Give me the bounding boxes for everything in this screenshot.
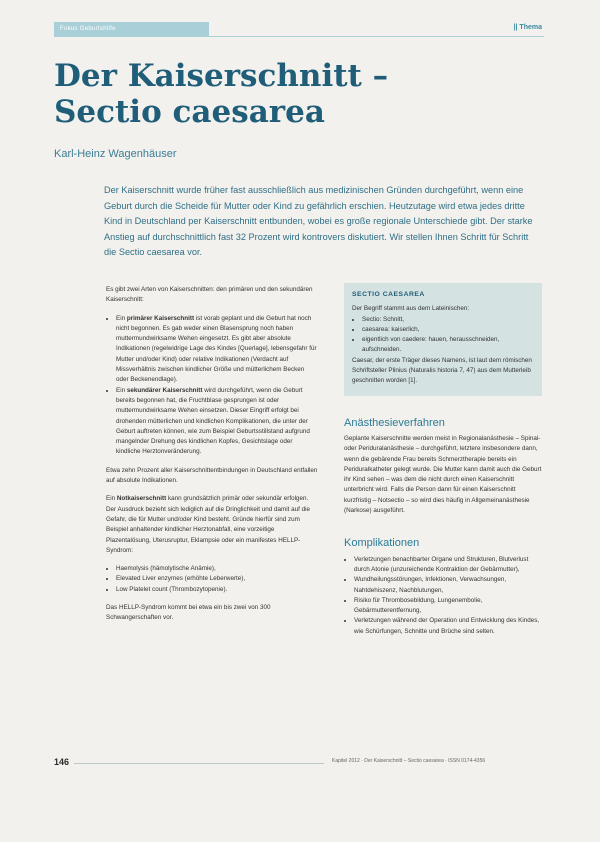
term-secondary: sekundärer Kaiserschnitt [126, 386, 203, 394]
header-divider [54, 36, 544, 37]
list-item: • Wundheilungsstörungen, Infektionen, Verwachsungen, Nahtdehiszenz, Nachblutungen, [354, 575, 542, 596]
title-line-1: Der Kaiserschnitt – [54, 58, 389, 94]
page-number: 146 [54, 757, 70, 767]
info-box [344, 283, 542, 396]
list-item: • Ein primärer Kaiserschnitt ist vorab geplant und die Geburt hat noch nicht begonnen. Es gab weder einen Blasensprung noch haben muttermundwirksame Wehen eingesetzt. Es gibt aber absolute Indikationen (regelwidrige Lage des Kindes [Querlage], lebensgefahr für Mutter und/oder Kind) oder relative Indikationen (Verdacht auf Missverhältnis zwischen kindlicher Größe und mütterlichem Becken oder Beckenendlage). [116, 314, 318, 386]
list-item: • Risiko für Thrombosebildung, Lungenembolie, Gebärmutterentfernung, [354, 596, 542, 617]
term-primary: primärer Kaiserschnitt [126, 314, 195, 322]
paragraph: Ein Notkaiserschnitt kann grundsätzlich primär oder sekundär erfolgen. Der Ausdruck bezieht sich lediglich auf die Dringlichkeit und damit auf die Gefahr, die für Mutter und/oder Kind besteht. Gründe hierfür sind zum Beispiel anhaltender kindlicher Herztonabfall, eine vorzeitige Plazentalösung, Uterusruptur, Eklampsie oder ein manifestes HELLP-Syndrom: [106, 495, 311, 554]
topic-label: || Thema [513, 24, 542, 31]
section-types-list [106, 314, 318, 458]
complications-heading: Komplikationen [344, 537, 420, 550]
term-emergency: Notkaiserschnitt [116, 495, 167, 503]
paragraph: Etwa zehn Prozent aller Kaiserschnittentbindungen in Deutschland entfallen auf absolute Indikationen. [106, 466, 318, 485]
lead-paragraph: Der Kaiserschnitt wurde früher fast ausschließlich aus medizinischen Gründen durchgeführt, wenn eine Geburt durch die Scheide für Mutter oder Kind zu gefährlich erschien. Heutzutage wird etwa jedes dritte Kind in Deutschland per Kaiserschnitt entbunden, wobei es große regionale Unterschiede gibt. Der starke Anstieg auf durchschnittlich fast 32 Prozent wird kontrovers diskutiert. Wir stellen Ihnen Schritt für Schritt die Sectio caesarea vor. [104, 185, 533, 257]
complications-list [344, 555, 542, 637]
footer-running-text: Kapitel 2012 · Der Kaiserschnitt – Sectio caesarea · ISSN 0174-4356 [332, 758, 486, 764]
anesthesia-text: Geplante Kaiserschnitte werden meist in Regionalanästhesie – Spinal- oder Periduralanästhesie – durchgeführt, letztere insbesondere dann, wenn die gebärende Frau bereits Schmerztherapie bereits ein Periduralkatheter gelegt wurde. Die Mutter kann damit auch die Geburt ihr Kind sehen – was dem die nicht durch einen Kaiserschnitt unterbricht wird. Falls die Person dann für einen Kaiserschnitt kurzfristig – Notsectio – so wird dies häufig in Allgemeinanästhesie (Narkose) ausgeführt. [344, 434, 542, 515]
info-box-heading: SECTIO CAESAREA [352, 291, 425, 298]
intro-paragraph: Es gibt zwei Arten von Kaiserschnitten: den primären und den sekundären Kaiserschnitt: [106, 286, 313, 304]
list-item: • caesarea: kaiserlich, [362, 325, 534, 335]
list-item: • Verletzungen benachbarter Organe und Strukturen, Blutverlust durch Atonie (unzureichende Kontraktion der Gebärmutter), [354, 555, 542, 576]
info-box-list [352, 315, 534, 356]
info-box-outro: Caesar, der erste Träger dieses Namens, ist laut dem römischen Schriftsteller Plinius (Naturalis historia 7, 47) aus dem Mutterleib geschnitten worden [1]. [352, 356, 532, 385]
author: Karl-Heinz Wagenhäuser [54, 148, 177, 160]
title-line-2: Sectio caesarea [54, 94, 325, 130]
page-title [54, 58, 534, 130]
list-item: • Low Platelet count (Thrombozytopenie). [116, 585, 318, 595]
list-item: • Sectio: Schnitt, [362, 315, 534, 325]
list-item: • eigentlich von caedere: hauen, herausschneiden, aufschneiden. [362, 335, 534, 356]
section-label: Fokus Geburtshilfe [60, 26, 116, 32]
hellp-list [106, 564, 318, 595]
list-item: • Verletzungen während der Operation und Entwicklung des Kindes, wie Schürfungen, Schnitte und Brüche sind selten. [354, 616, 542, 637]
footer-divider [74, 763, 324, 764]
section-label-bar [54, 22, 209, 36]
paragraph: Das HELLP-Syndrom kommt bei etwa ein bis zwei von 300 Schwangerschaften vor. [106, 604, 271, 622]
left-column [106, 285, 318, 632]
list-item: • Elevated Liver enzymes (erhöhte Leberwerte), [116, 574, 318, 584]
info-box-intro: Der Begriff stammt aus dem Lateinischen: [352, 305, 470, 313]
list-item: • Ein sekundärer Kaiserschnitt wird durchgeführt, wenn die Geburt bereits begonnen hat, die Fruchtblase gesprungen ist oder muttermundwirksame Wehen einsetzen. Dieser Eingriff erfolgt bei drohenden mütterlichen und kindlichen Komplikationen, die unter der Geburt auftreten können, wie zum Beispiel Geburtsstillstand aufgrund mangelnder Drehung des kindlichen Kopfes, Gesichtslage oder kindliche Herztonveränderung. [116, 386, 318, 458]
anesthesia-heading: Anästhesieverfahren [344, 416, 445, 429]
list-item: • Haemolysis (hämolytische Anämie), [116, 564, 318, 574]
right-column [344, 283, 542, 637]
